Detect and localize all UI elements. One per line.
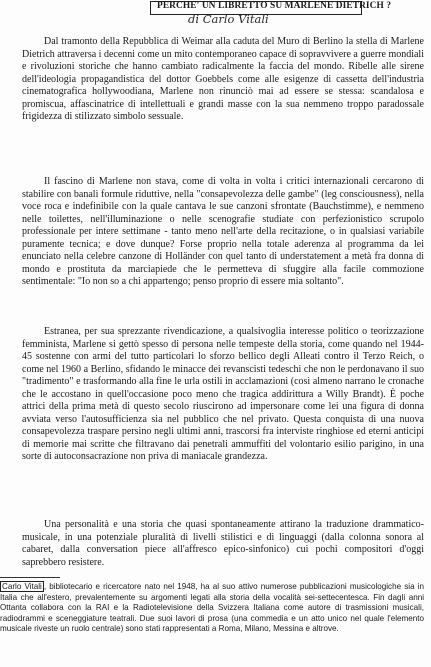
document-title: PERCHE' UN LIBRETTO SU MARLENE DIETRICH ? <box>157 1 392 11</box>
paragraph-4-text: Una personalità e una storia che quasi spontaneamente attirano la traduzione drammatico-musicale, in una potenziale pluralità di livelli stilistici e di linguaggi (dalla colonna sonora al cabaret, dalla conversation piece all'affresco epico-sinfonico) cui pochi compositori d'oggi saprebbero resistere. <box>22 519 424 568</box>
paragraph-2-text: Il fascino di Marlene non stava, come di volta in volta i critici internazionali cercarono di stabilire con banali formule riduttive, nella "consapevolezza delle gambe" (leg consciousness), nella voce roca e indefinibile con la quale cantava le sue canzoni sfrontate (Bauchstimme), e nemmeno nelle toilettes, nell'illuminazione o nelle scenografie studiate con perfezionistico scrupolo professionale per intere settimane - tanto meno nell'arte della recitazione, o in qualsiasi variabile puramente tecnica; e dove dunque? Forse proprio nella totale aderenza al programma da lei enunciato nella celebre canzone di Holländer con quel tanto di understatement a metà fra donna di mondo e prostituta da marciapiede che le permetteva di sfuggire alla facile commozione sentimentale: "Io non so a chi appartengo; penso proprio di essere mia soltanto". <box>22 176 424 287</box>
paragraph-1-text: Dal tramonto della Repubblica di Weimar alla caduta del Muro di Berlino la stella di Marlene Dietrich attraversa i decenni come un mito contemporaneo capace di sopravvivere a guerre mondiali e rivoluzioni storiche che hanno cambiato radicalmente la faccia del mondo. Ribelle alle sirene dell'ideologia propagandistica del dottor Goebbels come alle esigenze di cassetta dell'industria cinematografica hollywoodiana, Marlene non rinunciò mai ad essere se stessa: scandalosa e promiscua, affascinatrice di intellettuali e grandi masse con la sua nemmeno troppo paradossale frigidezza di stilizzato simbolo sessuale. <box>22 36 424 122</box>
handwritten-signature: di Carlo Vitali <box>188 12 269 26</box>
paragraph-2 <box>22 176 424 289</box>
paragraph-1 <box>22 36 424 124</box>
paragraph-3 <box>22 326 424 464</box>
author-bio-text: , bibliotecario e ricercatore nato nel 1948, ha al suo attivo numerose pubblicazioni musicologiche sia in Italia che all'estero, prevalentemente su argomenti legati alla storia della vocalità sei-settecentesca. Fin dagli anni Ottanta collabora con la RAI e la Radiotelevisione della Svizzera Italiana come autore di trasmissioni musicali, radiodrammi e sceneggiature teatrali. Due suoi lavori di prosa (una commedia e un atto unico nel quale l'elemento musicale riveste un ruolo centrale) sono stati rappresentati a Roma, Milano, Messina e altrove. <box>0 582 424 634</box>
author-bio <box>0 582 424 635</box>
paragraph-4 <box>22 519 424 569</box>
author-name: Carlo Vitali <box>2 582 42 591</box>
footnote-rule <box>0 577 60 578</box>
paragraph-3-text: Estranea, per sua sprezzante rivendicazione, a qualsivoglia interesse politico o teorizzazione femminista, Marlene si gettò spesso di persona nelle tempeste della storia, come quando nel 1944-45 sostenne con armi del tutto particolari lo sforzo bellico degli Alleati contro il Terzo Reich, o come nel 1960 a Berlino, sfidando le minacce dei revanscisti tedeschi che non le perdonavano il suo "tradimento" e trasformando alla fine le urla ostili in acclamazioni (così almeno narrano le cronache che le accostano in quell'occasione poco meno che tragica addirittura a Willy Brandt). È poche attrici della prima metà di questo secolo riuscirono ad impersonare come lei una figura di donna avviata verso l'autosufficienza sia nel pubblico che nel privato. Questa conquista di una nuova consapevolezza traspare persino negli ultimi anni, trascorsi fra interviste ringhiose ed eterni anticipi di memorie mai scritte che filtravano dai penetrali ammuffiti del volontario esilio parigino, in una sorte di autoconsacrazione non priva di maniacale grandezza. <box>22 326 424 462</box>
